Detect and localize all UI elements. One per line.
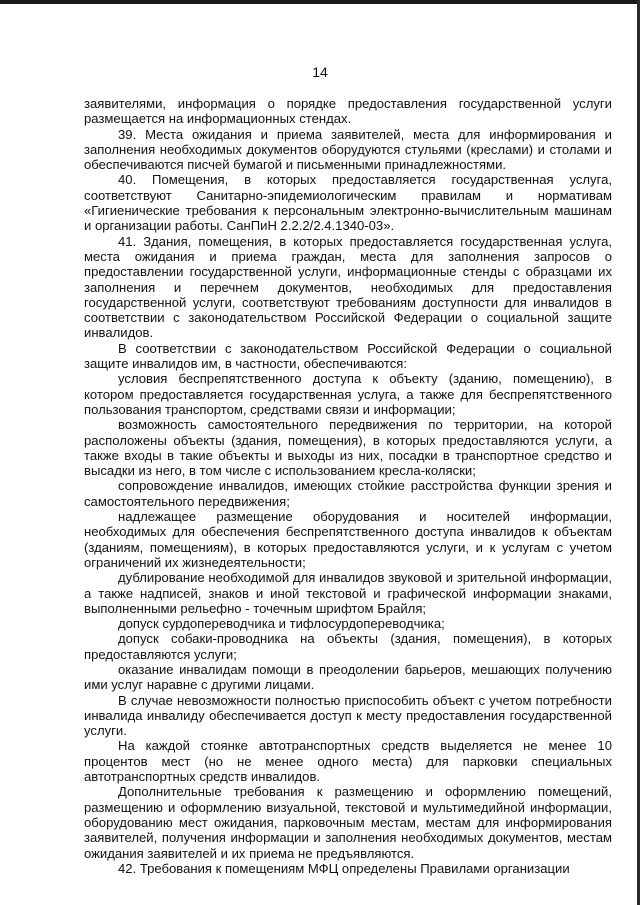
list-item-equipment-placement: надлежащее размещение оборудования и носителей информации, необходимых для обеспечения беспрепятственного доступа инвалидов к объектам (зданиям, помещениям), в которых предоставляются услуги, и к услугам с учетом ограничений их жизнедеятельности; (84, 509, 612, 570)
page-number: 14 (312, 64, 328, 80)
paragraph-42: 42. Требования к помещениям МФЦ определены Правилами организации (118, 860, 570, 876)
paragraph-additional-requirements: Дополнительные требования к размещению и оформлению помещений, размещению и оформлению визуальной, текстовой и мультимедийной информации, оборудованию мест ожидания, парковочным местам, местам для информирования заявителей, получения информации и заполнения необходимых документов, местам ожидания заявителей и их приема не предъявляются. (84, 784, 612, 861)
list-item-assistance: оказание инвалидам помощи в преодолении барьеров, мешающих получению ими услуг наравне с другими лицами. (84, 661, 612, 693)
paragraph-39: 39. Места ожидания и приема заявителей, места для информирования и заполнения необходимых документов оборудуются стульями (креслами) и столами и обеспечиваются писчей бумагой и письменными принадлежностями. (84, 126, 612, 173)
paragraph-continuation: заявителями, информация о порядке предоставления государственной услуги размещается на информационных стендах. (84, 96, 612, 127)
paragraph-intro-list: В соответствии с законодательством Российской Федерации о социальной защите инвалидов им, в частности, обеспечиваются: (84, 340, 612, 372)
document-body (84, 96, 612, 876)
list-item-guide-dog: допуск собаки-проводника на объекты (здания, помещения), в которых предоставляются услуги; (84, 631, 612, 662)
list-item-movement: возможность самостоятельного передвижения по территории, на которой расположены объекты (здания, помещения), в которых предоставляются услуги, а также входы в такие объекты и выходы из них, посадки в транспортное средство и высадки из него, в том числе с использованием кресла-коляски; (84, 417, 612, 479)
scan-top-edge (0, 0, 640, 4)
paragraph-parking: На каждой стоянке автотранспортных средств выделяется не менее 10 процентов мест (но не менее одного места) для парковки специальных автотранспортных средств инвалидов. (84, 738, 612, 785)
list-item-escort: сопровождение инвалидов, имеющих стойкие расстройства функции зрения и самостоятельного передвижения; (84, 478, 612, 509)
list-item-access-conditions: условия беспрепятственного доступа к объекту (зданию, помещению), в котором предоставляется государственная услуга, а также для беспрепятственного пользования транспортом, средствами связи и информации; (84, 371, 612, 417)
list-item-information-duplication: дублирование необходимой для инвалидов звуковой и зрительной информации, а также надписей, знаков и иной текстовой и графической информации знаками, выполненными рельефно - точечным шрифтом Брайля; (84, 570, 612, 616)
paragraph-40: 40. Помещения, в которых предоставляется государственная услуга, соответствуют Санитарно-эпидемиологическим правилам и нормативам «Гигиенические требования к персональным электронно-вычислительным машинам и организации работы. СанПиН 2.2.2/2.4.1340-03». (84, 172, 612, 234)
list-item-sign-interpreter: допуск сурдопереводчика и тифлосурдопереводчика; (118, 616, 445, 632)
paragraph-adaptation: В случае невозможности полностью приспособить объект с учетом потребности инвалида инвалиду обеспечивается доступ к месту предоставления государственной услуги. (84, 692, 612, 739)
paragraph-41: 41. Здания, помещения, в которых предоставляется государственная услуга, места ожидания и приема граждан, места для заполнения запросов о предоставлении государственной услуги, информационные стенды с образцами их заполнения и перечнем документов, необходимых для предоставления государственной услуги, соответствуют требованиям доступности для инвалидов в соответствии с законодательством Российской Федерации о социальной защите инвалидов. (84, 233, 612, 341)
